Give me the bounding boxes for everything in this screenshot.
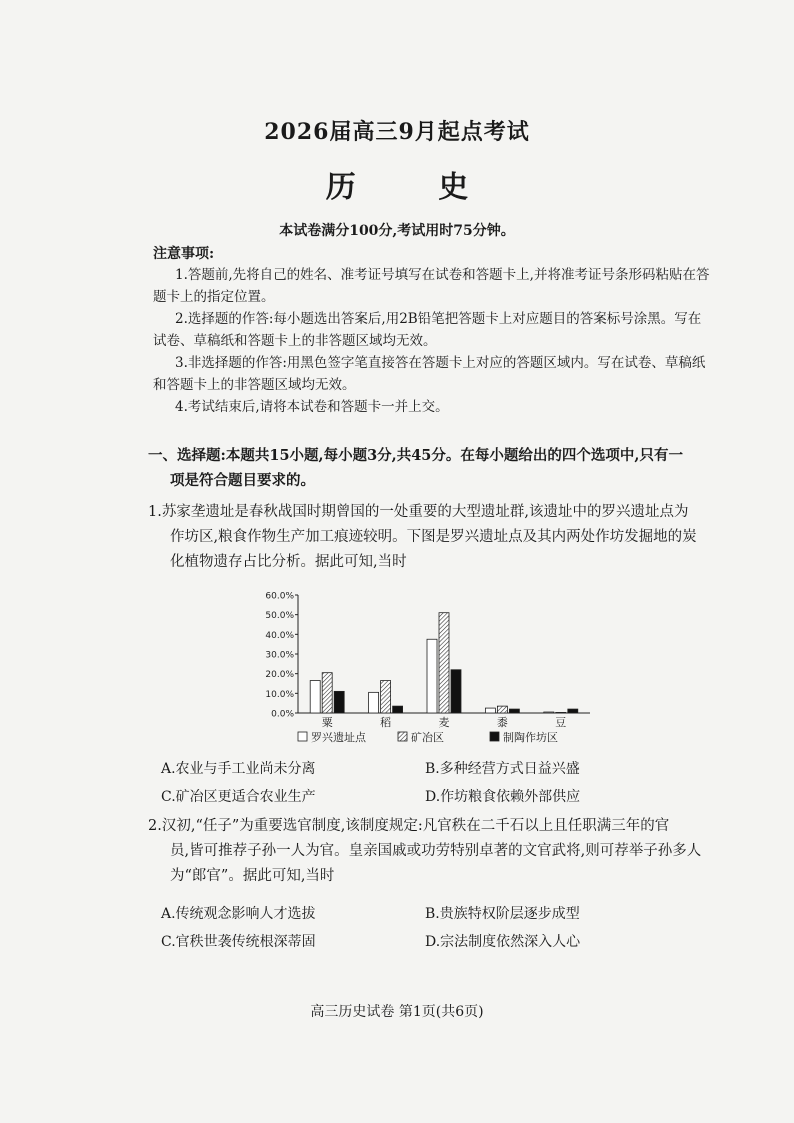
x-tick-label: 麦 <box>438 716 450 729</box>
q1-option-a[interactable]: A.农业与手工业尚未分离 <box>161 761 316 777</box>
legend-swatch <box>298 732 307 741</box>
q1-line-3: 化植物遗存占比分析。据此可知,当时 <box>170 554 407 570</box>
q2-option-d[interactable]: D.宗法制度依然深入人心 <box>425 934 581 950</box>
bar <box>568 709 578 713</box>
q2-line-3: 为“郎官”。据此可知,当时 <box>170 868 335 884</box>
subject-title: 历 史 <box>325 170 505 205</box>
section-line-2: 项是符合题目要求的。 <box>170 472 315 489</box>
bar <box>322 673 332 713</box>
section-line-1: 一、选择题:本题共15小题,每小题3分,共45分。在每小题给出的四个选项中,只有一 <box>148 447 683 464</box>
q1-option-d[interactable]: D.作坊粮食依赖外部供应 <box>425 789 581 805</box>
legend-label: 矿冶区 <box>411 731 444 744</box>
notice-item: 4.考试结束后,请将本试卷和答题卡一并上交。 <box>175 399 449 415</box>
q1-line-1: 1.苏家垄遗址是春秋战国时期曾国的一处重要的大型遗址群,该遗址中的罗兴遗址点为 <box>148 504 689 520</box>
legend-label: 罗兴遗址点 <box>311 731 366 744</box>
bar <box>427 639 437 713</box>
notice-item: 2.选择题的作答:每小题选出答案后,用2B铅笔把答题卡上对应题目的答案标号涂黑。写在试卷、草稿纸和答题卡上的非答题区域均无效。 <box>153 311 702 349</box>
score-info: 本试卷满分100分,考试用时75分钟。 <box>279 223 515 239</box>
bar <box>451 670 461 713</box>
question-1-stem <box>148 500 714 575</box>
x-tick-label: 粟 <box>321 716 333 729</box>
bar <box>439 613 449 713</box>
y-tick-label: 0.0% <box>271 709 294 720</box>
q1-option-b[interactable]: B.多种经营方式日益兴盛 <box>425 761 580 777</box>
bar <box>310 681 320 713</box>
y-tick-label: 50.0% <box>265 611 294 622</box>
q1-option-c[interactable]: C.矿冶区更适合农业生产 <box>161 789 316 805</box>
q1-line-2: 作坊区,粮食作物生产加工痕迹较明。下图是罗兴遗址点及其内两处作坊发掘地的炭 <box>170 529 697 545</box>
y-tick-label: 10.0% <box>265 689 294 700</box>
q2-line-1: 2.汉初,“任子”为重要选官制度,该制度规定:凡官秩在二千石以上且任职满三年的官 <box>148 818 670 834</box>
section-instruction <box>148 443 718 493</box>
page-footer: 高三历史试卷 第1页(共6页) <box>310 1004 484 1020</box>
x-tick-label: 稻 <box>380 716 392 729</box>
exam-title: 2026届高三9月起点考试 <box>264 119 530 145</box>
y-tick-label: 60.0% <box>265 591 294 602</box>
bar <box>485 708 495 713</box>
legend-label: 制陶作坊区 <box>503 731 558 744</box>
question-2-stem <box>148 814 714 889</box>
bar <box>393 706 403 713</box>
bar <box>381 681 391 713</box>
bar <box>556 712 566 713</box>
bar <box>369 692 379 713</box>
q2-option-c[interactable]: C.官秩世袭传统根深蒂固 <box>161 934 316 950</box>
x-tick-label: 豆 <box>555 716 567 729</box>
bar <box>497 706 507 713</box>
notice-item: 3.非选择题的作答:用黑色签字笔直接答在答题卡上对应的答题区域内。写在试卷、草稿纸和答题卡上的非答题区域均无效。 <box>153 355 706 393</box>
carbonized-plant-chart <box>250 585 610 753</box>
bar <box>544 712 554 713</box>
x-tick-label: 黍 <box>496 716 508 729</box>
y-tick-label: 30.0% <box>265 650 294 661</box>
bar <box>334 691 344 713</box>
q2-option-b[interactable]: B.贵族特权阶层逐步成型 <box>425 906 580 922</box>
legend-swatch <box>398 732 407 741</box>
q2-line-2: 员,皆可推荐子孙一人为官。皇亲国戚或功劳特别卓著的文官武将,则可荐举子孙多人 <box>170 843 702 859</box>
notice-item: 1.答题前,先将自己的姓名、准考证号填写在试卷和答题卡上,并将准考证号条形码粘贴在答题卡上的指定位置。 <box>153 267 710 305</box>
y-tick-label: 40.0% <box>265 630 294 641</box>
legend-swatch <box>490 732 499 741</box>
y-tick-label: 20.0% <box>265 670 294 681</box>
notice-heading: 注意事项: <box>153 246 215 262</box>
q2-option-a[interactable]: A.传统观念影响人才选拔 <box>161 906 316 922</box>
bar <box>509 709 519 713</box>
